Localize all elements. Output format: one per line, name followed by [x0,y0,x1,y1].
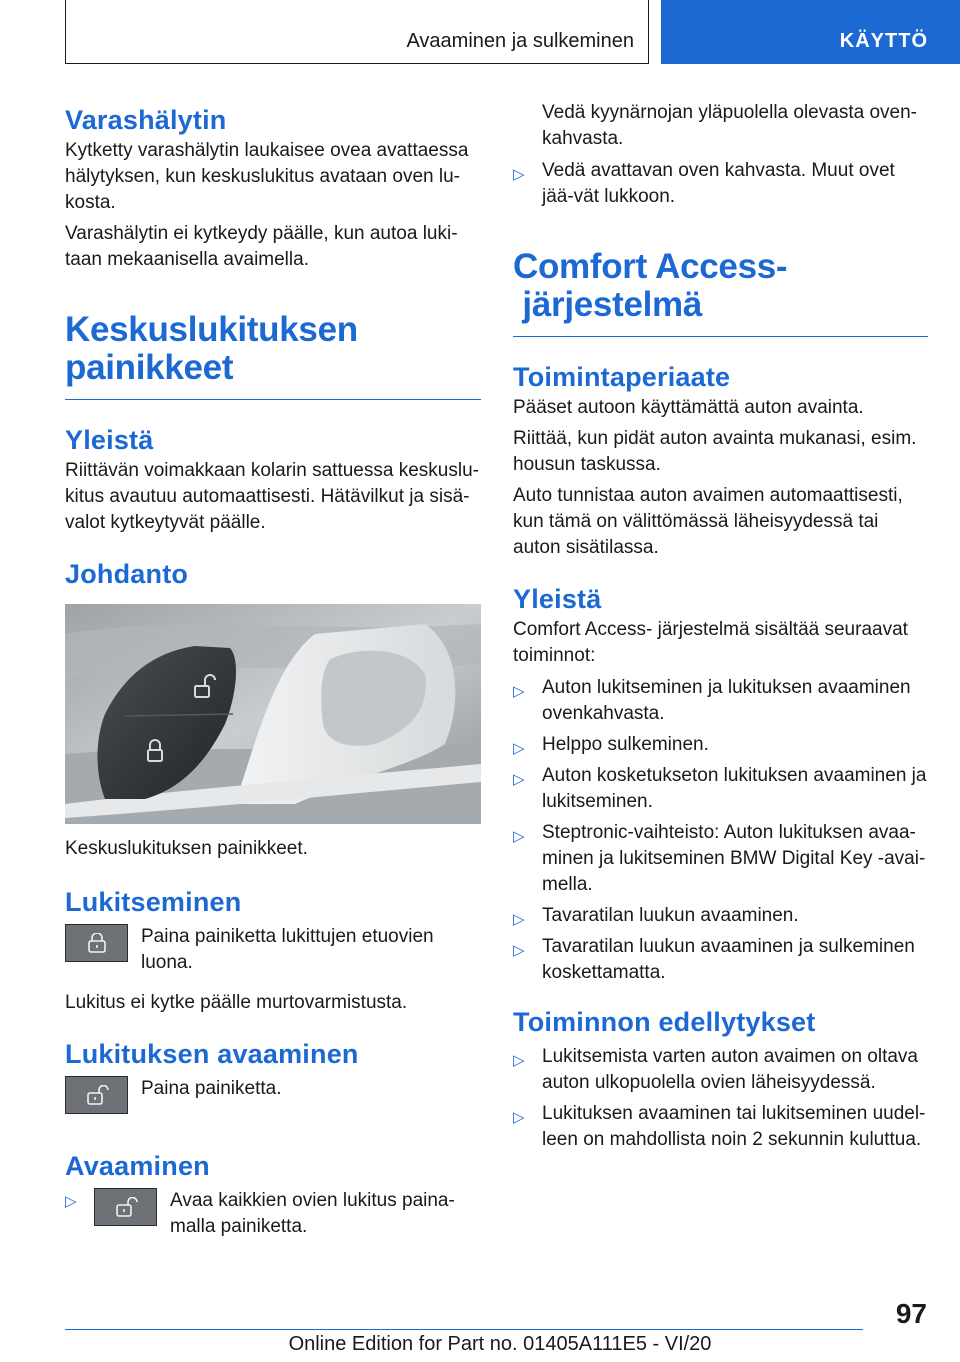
chapter-title-line-2: painikkeet [65,348,234,387]
opening-bullet [65,1188,481,1250]
principle-paragraph-1: Pääset autoon käyttämättä auton avainta. [513,397,864,418]
chapter-tab[interactable] [661,0,960,64]
list-item-text: Steptronic-vaihteisto: Auton lukituksen avaa-minen ja lukitseminen BMW Digital Key -avai-mella. [542,822,926,895]
image-caption: Keskuslukituksen painikkeet. [65,838,308,859]
unlock-button[interactable] [65,1076,128,1114]
bullet-marker: ▷ [513,1109,525,1126]
bullet-text: Vedä avattavan oven kahvasta. Muut ovet jää-vät lukkoon. [542,160,895,207]
chapter-title-comfort-access [513,248,928,324]
list-item-text: Tavaratilan luukun avaaminen ja sulkeminen koskettamatta. [542,936,915,983]
opening-bullet-text: Avaa kaikkien ovien lukitus paina-malla painiketta. [170,1190,455,1237]
locking-text: Paina painiketta lukittujen etuovien luona. [141,926,434,973]
chapter-rule [65,399,481,400]
bullet-marker: ▷ [513,740,525,757]
list-item [513,675,928,727]
chapter-title-central-locking [65,311,481,387]
door-panel-lock-buttons-image [65,604,481,824]
general-right-paragraph: Comfort Access- järjestelmä sisältää seuraavat toiminnot: [513,619,908,666]
functions-list [513,675,928,986]
unlock-button-opening[interactable] [94,1188,157,1226]
locking-note: Lukitus ei kytke päälle murtovarmistusta. [65,992,408,1013]
chapter-title-line-1: Keskuslukituksen [65,310,358,349]
unlocking-row [65,1076,481,1138]
list-item [513,732,928,758]
requirements-list [513,1044,928,1153]
bullet-marker: ▷ [65,1193,77,1210]
list-item-text: Tavaratilan luukun avaaminen. [542,905,799,926]
chapter-rule [513,336,928,337]
bullet-item [513,158,928,210]
page-number: 97 [895,1298,927,1329]
list-item [513,763,928,815]
list-item [513,1044,928,1096]
section-title: Avaaminen ja sulkeminen [406,30,634,52]
chapter-tab-label: KÄYTTÖ [839,30,928,52]
chapter-title-line-2: järjestelmä [513,285,703,324]
heading-locking: Lukitseminen [65,887,242,917]
footer-edition: Online Edition for Part no. 01405A111E5 - VI/20 [288,1333,712,1355]
bullet-marker: ▷ [513,911,525,928]
heading-intro: Johdanto [65,559,189,589]
right-column [513,100,928,1153]
locking-row [65,924,481,986]
bullet-continuation: Vedä kyynärnojan yläpuolella olevasta oven-kahvasta. [542,102,917,149]
bullet-marker: ▷ [513,1052,525,1069]
list-item [513,820,928,898]
unlocking-text: Paina painiketta. [141,1078,282,1099]
list-item-text: Lukituksen avaaminen tai lukitseminen uudel-leen on mahdollista noin 2 sekunnin kuluttua. [542,1103,926,1150]
heading-requirements: Toiminnon edellytykset [513,1007,816,1037]
bullet-marker: ▷ [513,771,525,788]
list-item-text: Lukitsemista varten auton avaimen on oltava auton ulkopuolella ovien läheisyydessä. [542,1046,918,1093]
list-item-text: Auton lukitseminen ja lukituksen avaaminen ovenkahvasta. [542,677,911,724]
heading-opening: Avaaminen [65,1151,210,1181]
general-paragraph: Riittävän voimakkaan kolarin sattuessa keskuslu-kitus avautuu automaattisesti. Hätävilkut ja sisä-valot kytkeytyvät päälle. [65,460,479,533]
unlock-icon [87,1085,109,1105]
heading-general-right: Yleistä [513,584,602,614]
chapter-title-line-1: Comfort Access- [513,247,788,286]
bullet-marker: ▷ [513,942,525,959]
heading-unlocking: Lukituksen avaaminen [65,1039,359,1069]
lock-button[interactable] [65,924,128,962]
principle-paragraph-3: Auto tunnistaa auton avaimen automaattisesti, kun tämä on välittömässä läheisyydessä tai auton sisätilassa. [513,485,903,558]
heading-alarm: Varashälytin [65,105,227,135]
bullet-marker: ▷ [513,683,525,700]
bullet-marker: ▷ [513,828,525,845]
heading-principle: Toimintaperiaate [513,362,731,392]
list-item [513,934,928,986]
header-section-box [65,0,649,64]
lock-icon [87,933,107,953]
alarm-paragraph-2: Varashälytin ei kytkeydy päälle, kun autoa luki-taan mekaanisella avaimella. [65,223,458,270]
bullet-marker: ▷ [513,166,525,183]
principle-paragraph-2: Riittää, kun pidät auton avainta mukanasi, esim. housun taskussa. [513,428,917,475]
footer-rule [65,1329,863,1330]
alarm-paragraph-1: Kytketty varashälytin laukaisee ovea avattaessa hälytyksen, kun keskuslukitus avataan oven lu-kosta. [65,140,469,213]
list-item [513,1101,928,1153]
list-item-text: Auton kosketukseton lukituksen avaaminen ja lukitseminen. [542,765,927,812]
list-item-text: Helppo sulkeminen. [542,734,709,755]
left-column [65,100,481,1250]
list-item [513,903,928,929]
unlock-icon [116,1197,138,1217]
heading-general-left: Yleistä [65,425,154,455]
